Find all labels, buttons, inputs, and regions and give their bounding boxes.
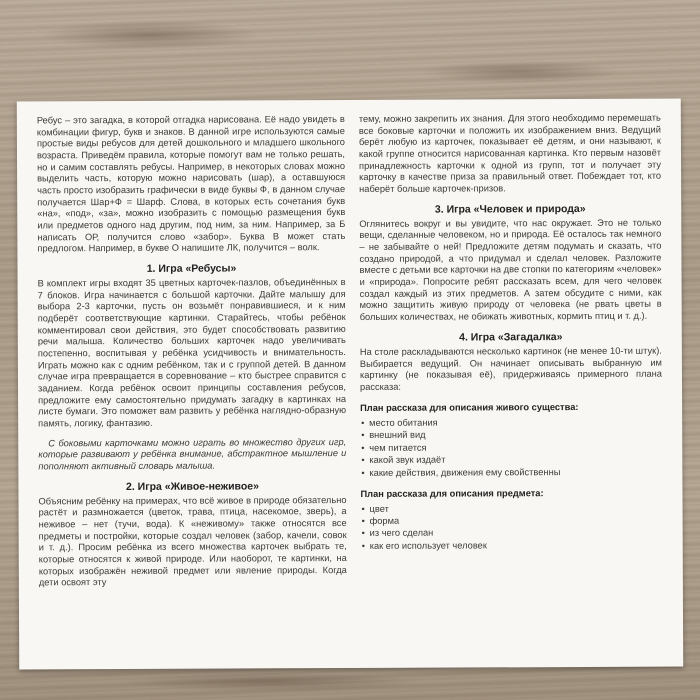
game2-heading: 2. Игра «Живое-неживое» xyxy=(125,479,259,493)
game4-paragraph: На столе раскладываются несколько картинок (не менее 10-ти штук). Выбирается ведущий. Он начинает описывать выбранную им картинку (не показывая её), придерживаясь примерного плана рассказа: xyxy=(359,345,662,392)
game1-paragraph: В комплект игры входят 35 цветных карточек-пазлов, объединённых в 7 блоков. Игра начинается с большой карточки. Дайте малышу для выбора 2-3 карточки, пусть он возьмёт понравившиеся, и к ним подберёт соответствующие картинки. Старайтесь, чтобы ребёнок комментировал свои действия, это будет способствовать развитию речи малыша. Количество больших карточек надо увеличивать постепенно, воспитывая у ребёнка усидчивость и внимательность. Играть можно как с одним ребёнком, так и с группой детей. В данном случае игра превращается в соревнование – кто быстрее справится с заданием. Когда ребёнок освоит принципы составления ребусов, предложите ему самостоятельно придумать загадку в картинках на листе бумаги. Это поможет вам развить у ребёнка наглядно-образную память, логику, фантазию. xyxy=(37,277,347,429)
list-item: • цвет xyxy=(361,501,663,515)
right-column xyxy=(359,113,663,552)
plan-object-heading: План рассказа для описания предмета: xyxy=(360,488,544,499)
game2-continued-paragraph: тему, можно закрепить их знания. Для этого необходимо перемешать все боковые карточки и положить их изображением вниз. Ведущий берёт любую из карточек, показывает её детям, и они называют, к какой группе относится нарисованная картинка. Кто первым назовёт принадлежность карточки к одной из групп, тот и получает эту карточку в качестве приза за правильный ответ. Побеждает тот, кто наберёт больше карточек-призов. xyxy=(358,112,662,194)
list-item: • место обитания xyxy=(360,416,662,430)
intro-paragraph: Ребус – это загадка, в которой отгадка нарисована. Её надо увидеть в комбинации фигур, букв и знаков. В данной игре используются самые простые виды ребусов для детей дошкольного и младшего школьного возраста. Приведём правила, которые помогут вам не только решать, но и самим составлять ребусы. Например, в некоторых словах можно выделить часть, которую можно нарисовать (шар), а оставшуюся часть просто изобразить графически в виде буквы Ф, в данном случае получается Шар+Ф = Шарф. Слова, в которых есть сочетания букв «на», «под», «за», можно изобразить с помощью размещения букв или предметов одного над другим, под ним, за ним. Например, за Б написать ОР, получится слово «забор». Буква В может стать предлогом. Например, в букве О напишите ЛК, получится – волк. xyxy=(36,114,346,254)
list-item: • из чего сделан xyxy=(361,526,663,540)
list-item: • как его использует человек xyxy=(361,538,663,552)
list-item: • какие действия, движения ему свойственны xyxy=(360,465,662,479)
game4-heading: 4. Игра «Загадалка» xyxy=(459,330,563,344)
plan-living-heading: План рассказа для описания живого существа: xyxy=(360,402,579,414)
wood-grain xyxy=(40,20,260,50)
game3-paragraph: Оглянитесь вокруг и вы увидите, что нас окружает. Это не только вещи, сделанные человеком, но и природа. Её осталось так немного – не забывайте о ней! Предложите детям подумать и сказать, что создано природой, а что придумал и сделал человек. Разложите вместе с детьми все карточки на две стопки по категориям «человек» и «природа». Попросите ребят рассказать всем, для чего человек создал каждый из этих предметов. А затем обсудите с ними, как можно защитить живую природу от человека (не рвать цветы в больших количествах, не обижать животных, кормить птиц и т. д.). xyxy=(359,217,662,322)
plan-object-list xyxy=(361,501,663,552)
game3-heading: 3. Игра «Человек и природа» xyxy=(434,202,586,216)
wood-grain xyxy=(420,60,620,84)
game1-heading: 1. Игра «Ребусы» xyxy=(146,262,237,275)
wood-grain xyxy=(120,672,420,692)
italic-note: С боковыми карточками можно играть во множество других игр, которые развивают у ребёнка внимание, абстрактное мышление и пополняют активный словарь малыша. xyxy=(38,436,347,472)
instruction-sheet xyxy=(17,99,683,670)
left-column xyxy=(37,114,347,589)
plan-living-list xyxy=(360,416,662,479)
list-item: • какой звук издаёт xyxy=(360,453,662,467)
list-item: • чем питается xyxy=(360,440,662,454)
game2-paragraph: Объясним ребёнку на примерах, что всё живое в природе обязательно растёт и размножается (цветок, трава, птица, насекомое, зверь), а неживое – нет (тучи, вода). К «неживому» также относятся все предметы и постройки, которые создал человек (забор, качели, совок и т. д.). Просим ребёнка из всего множества карточек выбрать те, которые относятся к живой природе. Или наоборот, те картинки, на которых изображён неживой предмет или явление природы. Когда дети освоят эту xyxy=(38,494,347,588)
list-item: • внешний вид xyxy=(360,428,662,442)
list-item: • форма xyxy=(361,514,663,528)
